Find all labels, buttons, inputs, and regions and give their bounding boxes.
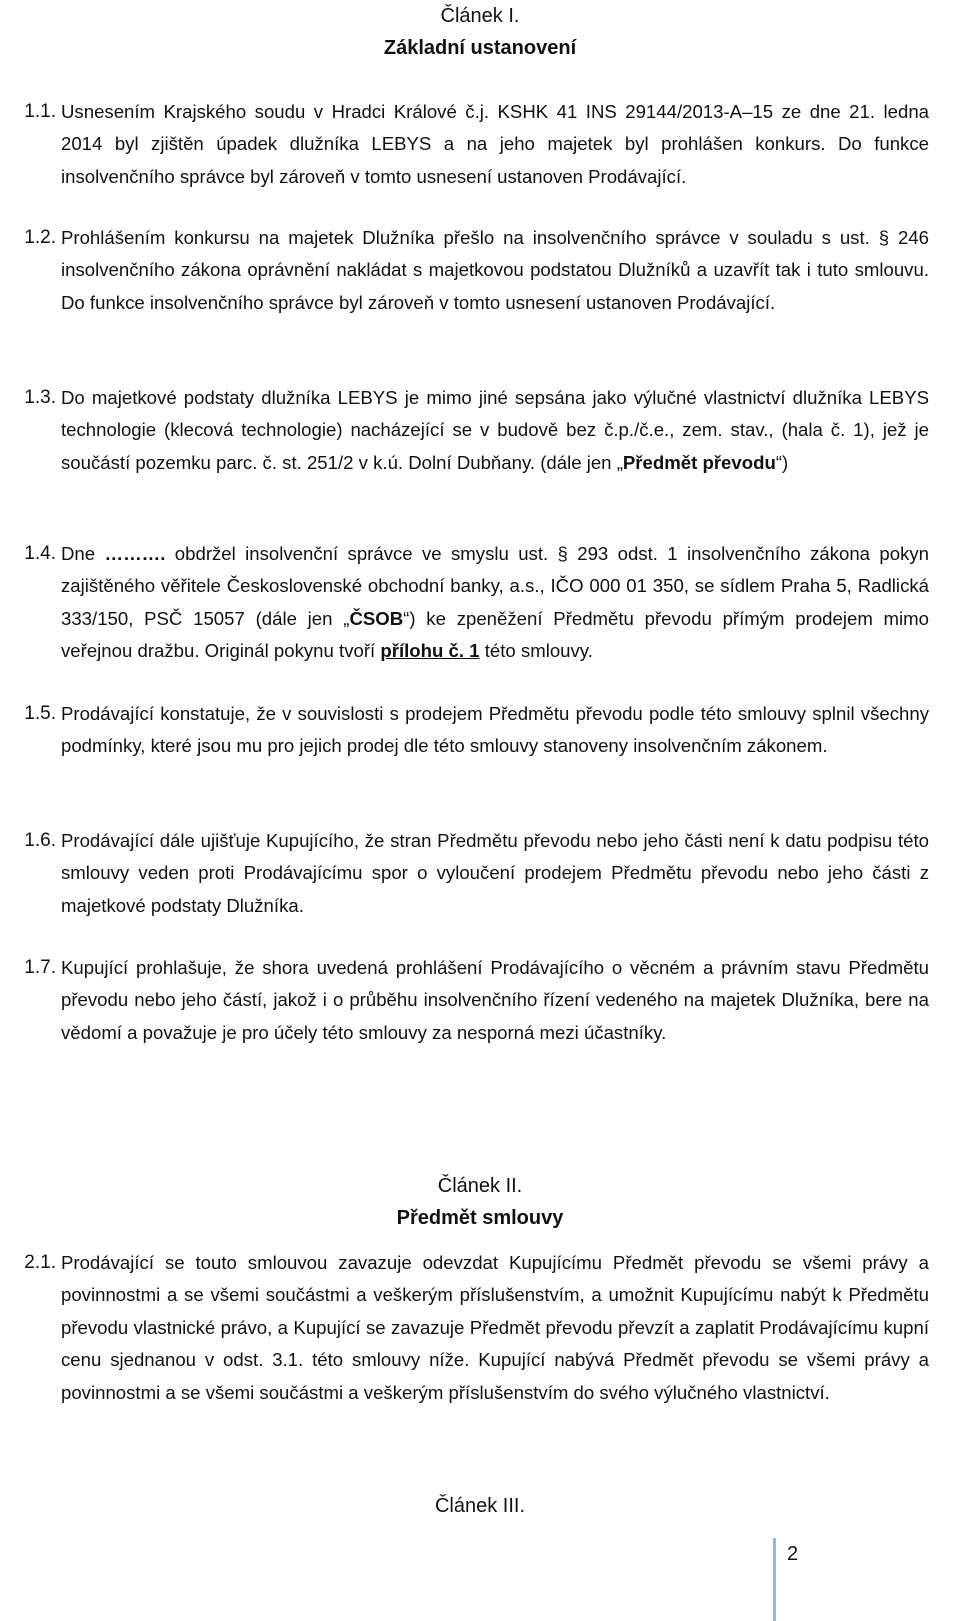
defined-term-predmet-prevodu: Předmět převodu xyxy=(622,451,776,473)
text-run: obdržel insolvenční správce ve smyslu ust. § 293 odst. 1 insolvenčního zákona pokyn zajištěného věřitele Československé obchodní banky, a.s., IČO 000 01 350, se sídlem Praha 5, Radlická 333/150, PSČ 15057 (dále jen „ xyxy=(61,543,929,629)
date-placeholder: ………. xyxy=(104,543,166,564)
page-number: 2 xyxy=(787,1543,799,1565)
article-2-title: Předmět smlouvy xyxy=(396,1207,564,1229)
text-run: této smlouvy. xyxy=(479,640,593,662)
text-run: “) xyxy=(775,451,789,473)
article-1-title: Základní ustanovení xyxy=(383,37,577,59)
paragraph-text xyxy=(61,952,929,1049)
text-run: Prodávající dále ujišťuje Kupujícího, že stran Předmětu převodu nebo jeho části není k datu podpisu této smlouvy veden proti Prodávajícímu spor o vyloučení prodejem Předmětu převodu nebo jeho části z majetkové podstaty Dlužníka. xyxy=(61,830,929,916)
page-footer xyxy=(773,1538,833,1618)
paragraph-text xyxy=(61,538,929,668)
paragraph-text xyxy=(61,698,929,763)
paragraph-number: 1.3. xyxy=(24,387,56,408)
paragraph-number: 1.4. xyxy=(24,543,56,564)
paragraph-number: 1.7. xyxy=(24,957,56,978)
text-run: Prodávající konstatuje, že v souvislosti s prodejem Předmětu převodu podle této smlouvy splnil všechny podmínky, které jsou mu pro jejich prodej dle této smlouvy stanoveny insolvenčním zákonem. xyxy=(61,703,929,757)
paragraph-text xyxy=(61,382,929,479)
text-run: “) ke zpeněžení Předmětu převodu přímým prodejem mimo veřejnou dražbu. Originál pokynu tvoří xyxy=(61,607,930,662)
paragraph-number: 1.1. xyxy=(24,101,56,122)
text-run: Kupující prohlašuje, že shora uvedená prohlášení Prodávajícího o věcném a právním stavu Předmětu převodu nebo jeho částí, jakož i o průběhu insolvenčního řízení vedeného na majetek Dlužníka, bere na vědomí a považuje je pro účely této smlouvy za nesporná mezi účastníky. xyxy=(61,957,929,1043)
paragraph-number: 1.6. xyxy=(24,830,56,851)
article-3-label: Článek III. xyxy=(434,1495,526,1517)
paragraph-number: 2.1. xyxy=(24,1252,56,1273)
paragraph-text xyxy=(61,96,929,193)
article-1-label: Článek I. xyxy=(440,5,520,27)
text-run: Dne xyxy=(61,543,105,564)
paragraph-text xyxy=(61,222,929,319)
text-run: Prodávající se touto smlouvou zavazuje odevzdat Kupujícímu Předmět převodu se všemi právy a povinnostmi a se všemi součástmi a veškerým příslušenstvím, a umožnit Kupujícímu nabýt k Předmětu převodu vlastnické právo, a Kupující se zavazuje Předmět převodu převzít a zaplatit Prodávajícímu kupní cenu sjednanou v odst. 3.1. této smlouvy níže. Kupující nabývá Předmět převodu se všemi právy a povinnostmi a se všemi součástmi a veškerým příslušenstvím do svého výlučného vlastnictví. xyxy=(61,1252,929,1403)
text-run: Do majetkové podstaty dlužníka LEBYS je mimo jiné sepsána jako výlučné vlastnictví dlužníka LEBYS technologie (klecová technologie) nacházející se v budově bez č.p./č.e., zem. stav., (hala č. 1), jež je součástí pozemku parc. č. st. 251/2 v k.ú. Dolní Dubňany. (dále jen „ xyxy=(61,387,929,473)
text-run: Usnesením Krajského soudu v Hradci Králové č.j. KSHK 41 INS 29144/2013-A–15 ze dne 21. ledna 2014 byl zjištěn úpadek dlužníka LEBYS a na jeho majetek byl prohlášen konkurs. Do funkce insolvenčního správce byl zároveň v tomto usnesení ustanoven Prodávající. xyxy=(61,101,929,187)
paragraph-text xyxy=(61,1247,929,1409)
text-run: Prohlášením konkursu na majetek Dlužníka přešlo na insolvenčního správce v souladu s ust. § 246 insolvenčního zákona oprávnění nakládat s majetkovou podstatou Dlužníků a uzavřít tak i tuto smlouvu. Do funkce insolvenčního správce byl zároveň v tomto usnesení ustanoven Prodávající. xyxy=(61,227,929,313)
article-2-label: Článek II. xyxy=(437,1175,523,1197)
paragraph-number: 1.2. xyxy=(24,227,56,248)
paragraph-number: 1.5. xyxy=(24,703,56,724)
attachment-reference: přílohu č. 1 xyxy=(380,640,480,662)
defined-term-csob: ČSOB xyxy=(349,607,404,629)
page-number-bar xyxy=(773,1538,776,1621)
paragraph-text xyxy=(61,825,929,922)
